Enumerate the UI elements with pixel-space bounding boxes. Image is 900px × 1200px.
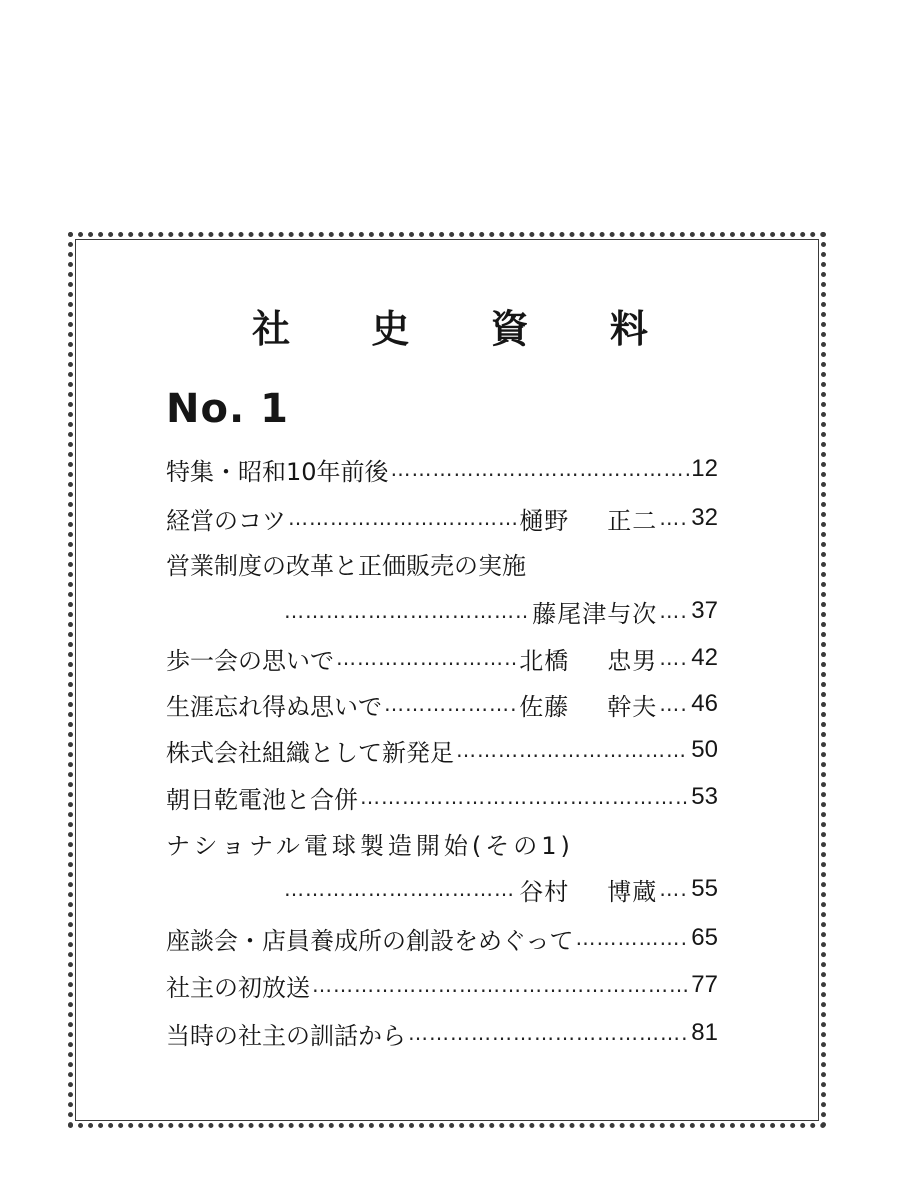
toc-entry-author	[519, 687, 657, 722]
toc-leader-dots	[284, 877, 517, 901]
toc-entry-title: 特集・昭和10年前後	[166, 457, 389, 486]
toc-entry-page: 81	[691, 1019, 718, 1046]
toc-leader-dots	[659, 692, 689, 716]
toc-entry	[166, 825, 718, 861]
author-surname: 谷村	[519, 877, 570, 906]
toc-entry	[166, 500, 718, 536]
issue-number: No. 1	[166, 386, 289, 432]
toc-leader-dots	[284, 599, 530, 623]
toc-entry	[166, 732, 718, 768]
toc-entry-title: 歩一会の思いで	[166, 646, 334, 675]
toc-entry-page: 32	[691, 504, 718, 531]
author-surname: 佐藤	[519, 692, 570, 721]
toc-leader-dots	[312, 973, 689, 997]
toc-leader-dots	[576, 926, 690, 950]
toc-entry-page: 77	[691, 971, 718, 998]
toc-entry-title: 株式会社組織として新発足	[166, 738, 454, 767]
toc-leader-dots	[336, 646, 517, 670]
toc-leader-dots	[391, 457, 690, 481]
toc-entry-author	[519, 641, 657, 676]
toc-entry	[166, 967, 718, 1003]
author-given-name: 博蔵	[607, 877, 658, 906]
toc-entry-author	[519, 501, 657, 536]
author-given-name: 幹夫	[607, 692, 658, 721]
toc-leader-dots	[659, 646, 689, 670]
toc-entry-title: 座談会・店員養成所の創設をめぐって	[166, 926, 574, 955]
toc-leader-dots	[384, 692, 517, 716]
author-surname: 北橋	[519, 646, 570, 675]
toc-entry-title: 営業制度の改革と正価販売の実施	[166, 551, 526, 580]
toc-entry-title: 当時の社主の訓話から	[166, 1021, 406, 1050]
toc-leader-dots	[659, 877, 689, 901]
author-given-name: 忠男	[607, 646, 658, 675]
toc-entry-title: 経営のコツ	[166, 506, 286, 535]
toc-entry-continuation	[282, 871, 718, 907]
toc-leader-dots	[659, 506, 689, 530]
toc-entry-author: 藤尾津与次	[532, 599, 658, 628]
toc-entry-page: 55	[691, 875, 718, 902]
toc-entry	[166, 920, 718, 956]
toc-entry	[166, 779, 718, 815]
toc-entry-author	[519, 872, 657, 907]
toc-entry-continuation	[282, 593, 718, 629]
toc-entry-title: 社主の初放送	[166, 973, 310, 1002]
toc-entry-page: 37	[691, 597, 718, 624]
toc-entry-page: 53	[691, 783, 718, 810]
toc-entry-page: 42	[691, 644, 718, 671]
toc-entry-page: 12	[691, 455, 718, 482]
toc-entry-title: 生涯忘れ得ぬ思いで	[166, 692, 382, 721]
author-given-name: 正二	[607, 506, 658, 535]
toc-leader-dots	[456, 738, 689, 762]
toc-leader-dots	[360, 785, 689, 809]
toc-entry-title: 朝日乾電池と合併	[166, 785, 358, 814]
toc-entry	[166, 686, 718, 722]
toc-entry-page: 50	[691, 736, 718, 763]
toc-entry	[166, 640, 718, 676]
page-title: 社 史 資 料	[252, 306, 682, 351]
toc-leader-dots	[408, 1021, 689, 1045]
toc-leader-dots	[659, 599, 689, 623]
toc-entry	[166, 545, 718, 581]
toc-entry	[166, 451, 718, 487]
toc-entry-page: 65	[691, 924, 718, 951]
toc-leader-dots	[288, 506, 517, 530]
toc-entry-page: 46	[691, 690, 718, 717]
toc-entry-title: ナショナル電球製造開始(その1)	[166, 831, 574, 860]
author-surname: 樋野	[519, 506, 570, 535]
toc-entry	[166, 1015, 718, 1051]
